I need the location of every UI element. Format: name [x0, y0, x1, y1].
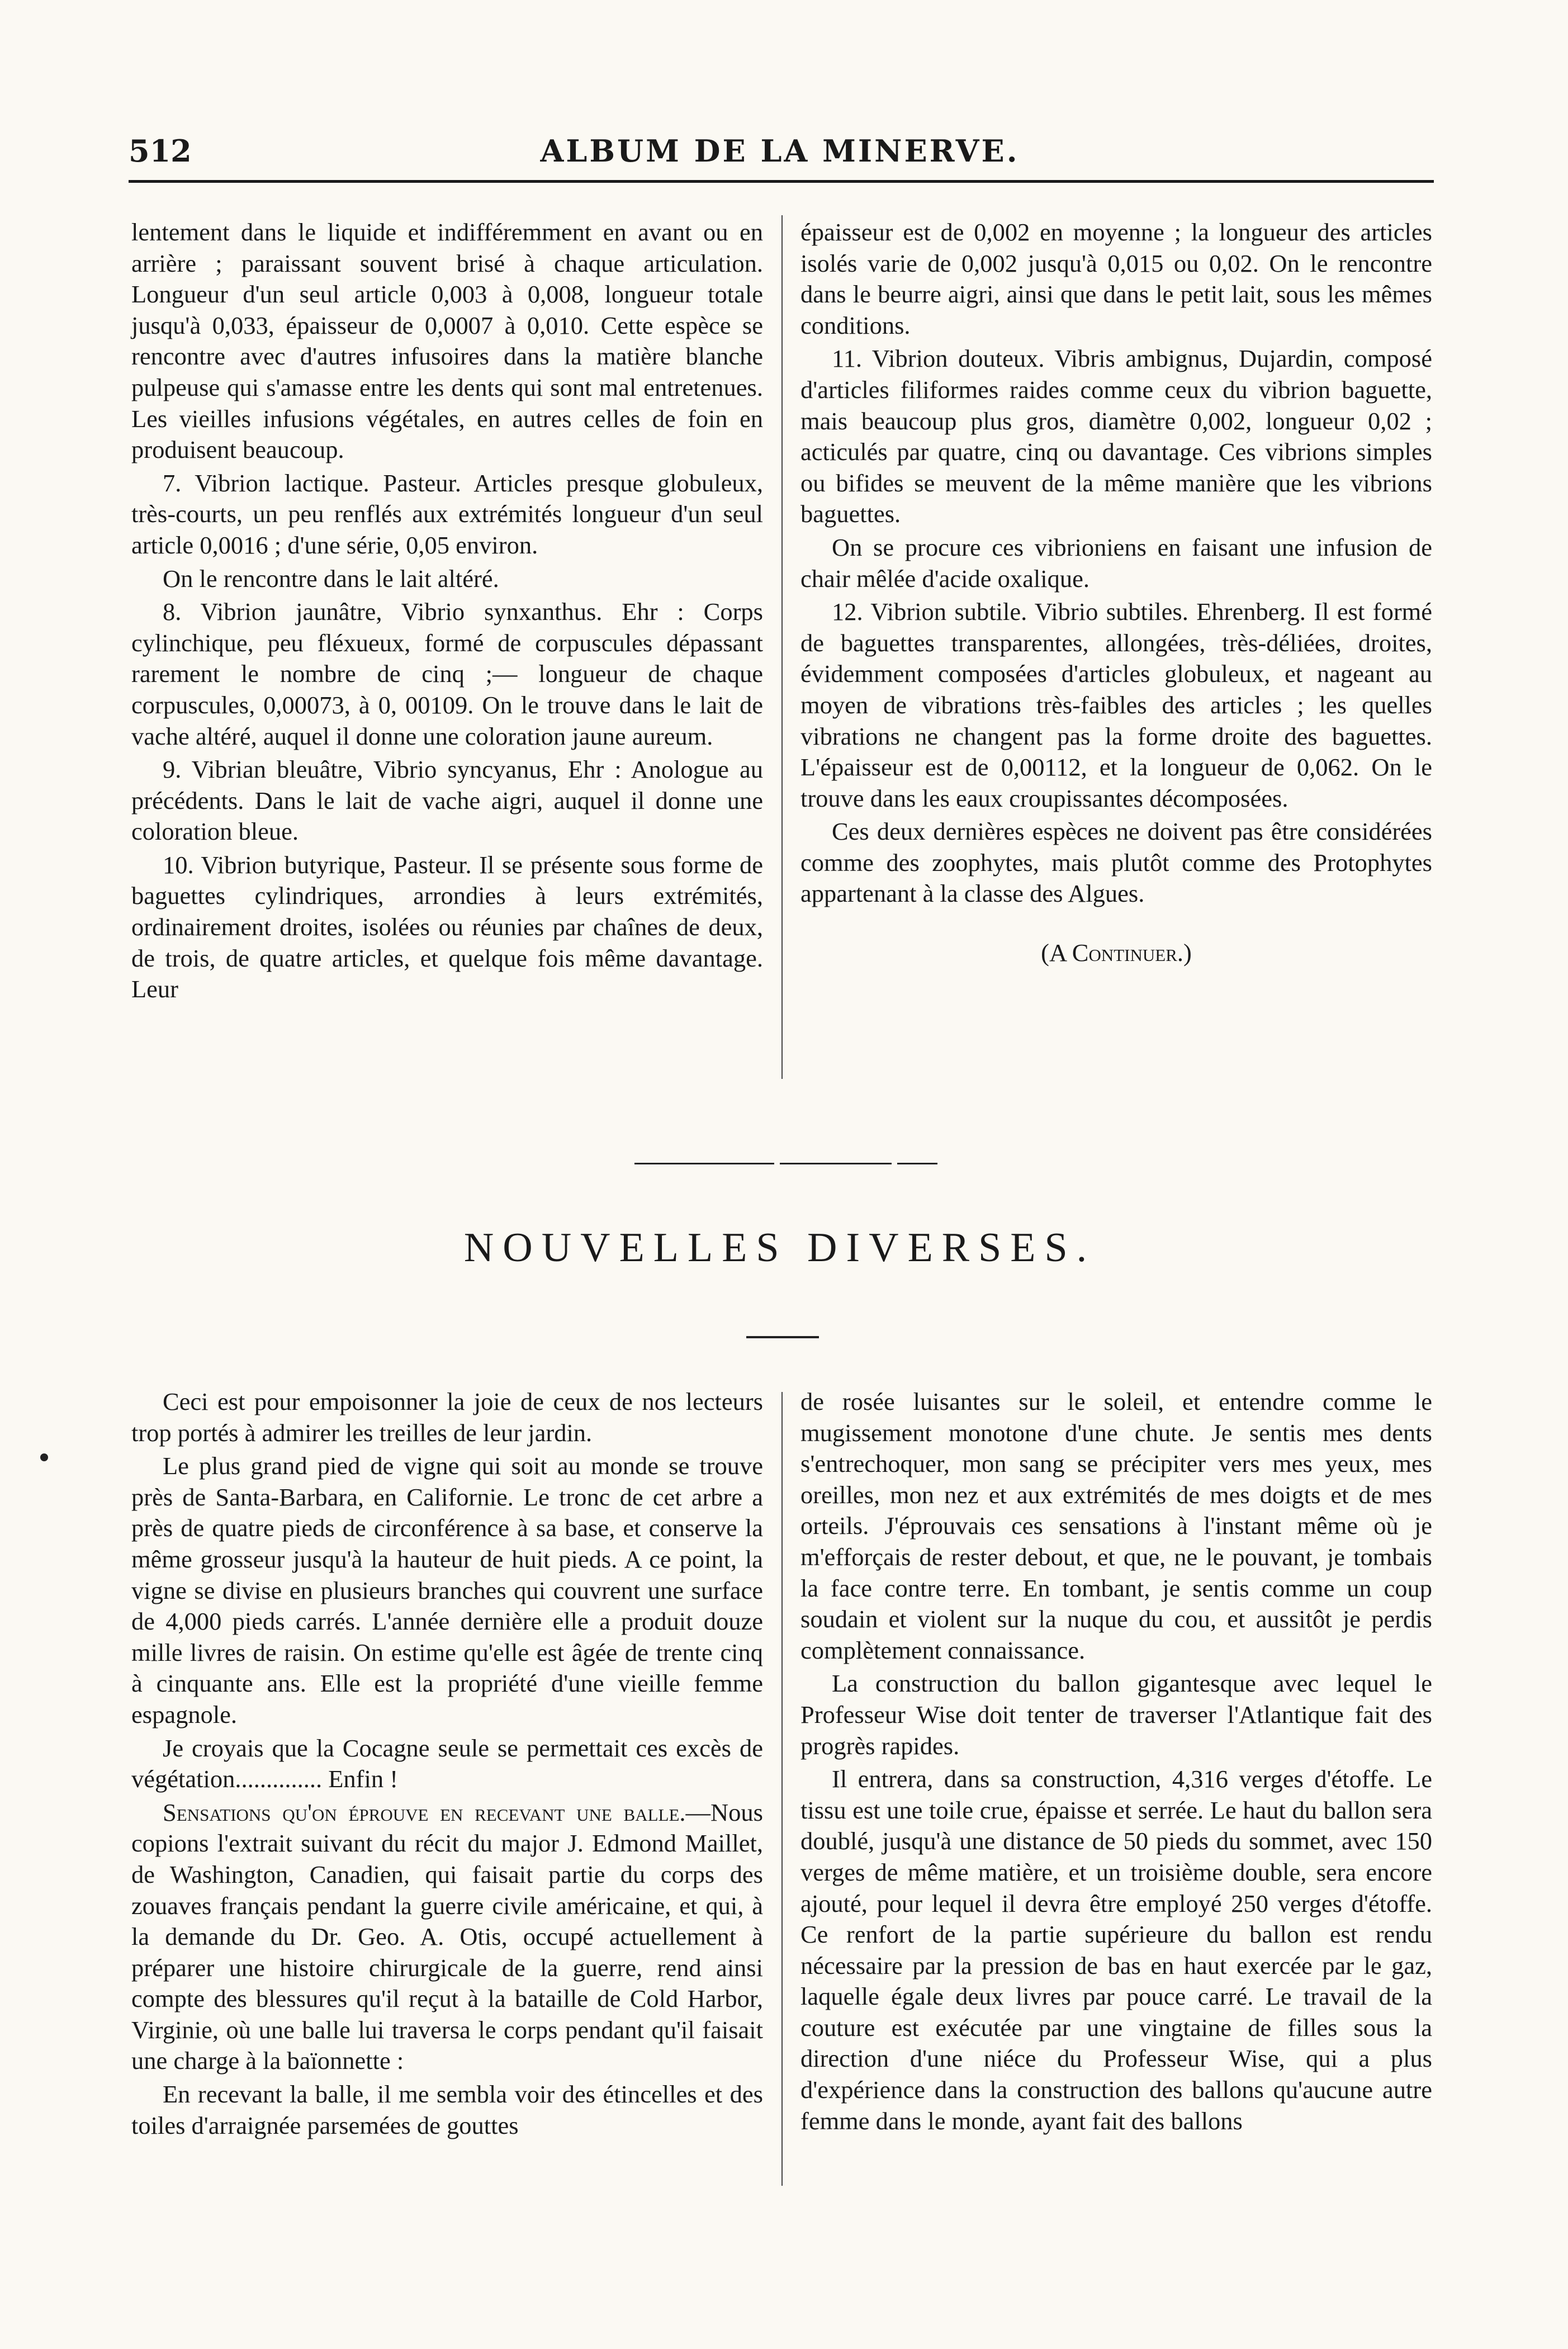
- page-number: 512: [129, 133, 192, 169]
- paragraph: 12. Vibrion subtile. Vibrio subtiles. Ehrenberg. Il est formé de baguettes transparentes, allongées, très-déliées, droites, évidemment composées d'articles globuleux, et nageant au moyen de vibrations très-faibles des articles ; les quelles vibrations ne changent pas la forme droite des baguettes. L'épaisseur est de 0,00112, et la longueur de 0,062. On le trouve dans les eaux croupissantes décomposées.: [800, 598, 1432, 812]
- sensations-heading: Sensations qu'on éprouve en recevant une balle.: [163, 1798, 686, 1826]
- separator-rule: [897, 1163, 937, 1164]
- paragraph: Ceci est pour empoisonner la joie de ceux de nos lecteurs trop portés à admirer les treilles de leur jardin.: [131, 1387, 763, 1447]
- separator-rule: [634, 1163, 774, 1164]
- paragraph: 8. Vibrion jaunâtre, Vibrio synxanthus. Ehr : Corps cylinchique, peu fléxueux, formé de corpuscules dépassant rarement le nombre de cinq ;— longueur de chaque corpuscules, 0,00073, à 0, 00109. On le trouve dans le lait de vache altéré, auquel il donne une coloration jaune aureum.: [131, 598, 763, 750]
- paragraph: Le plus grand pied de vigne qui soit au monde se trouve près de Santa-Barbara, en Californie. Le tronc de cet arbre a près de quatre pieds de circonférence à sa base, et conserve la même grosseur jusqu'à la hauteur de huit pieds. A ce point, la vigne se divise en plusieurs branches qui couvrent une surface de 4,000 pieds carrés. L'année dernière elle a produit douze mille livres de raisin. On estime qu'elle est âgée de trente cinq à cinquante ans. Elle est la propriété d'une vieille femme espagnole.: [131, 1452, 763, 1728]
- margin-mark: [40, 1453, 48, 1461]
- article2-left-column: [131, 1386, 763, 2141]
- separator-rule: [780, 1163, 892, 1164]
- column-divider: [781, 215, 783, 1079]
- paragraph: On le rencontre dans le lait altéré.: [163, 564, 499, 593]
- column-divider: [781, 1392, 783, 2186]
- header-rule: [129, 180, 1434, 183]
- article2-right-column: [800, 1386, 1432, 2137]
- paragraph: 9. Vibrian bleuâtre, Vibrio syncyanus, Ehr : Anologue au précédents. Dans le lait de vache aigri, auquel il donne une coloration bleue.: [131, 755, 763, 846]
- paragraph: La construction du ballon gigantesque avec lequel le Professeur Wise doit tenter de traverser l'Atlantique fait des progrès rapides.: [800, 1669, 1432, 1760]
- sensations-body: —Nous copions l'extrait suivant du récit du major J. Edmond Maillet, de Washington, Canadien, qui faisait partie du corps des zouaves français pendant la guerre civile américaine, et qui, à la demande du Dr. Geo. A. Otis, occupé actuellement à préparer une histoire chirurgicale de la guerre, rend ainsi compte des blessures qu'il reçut à la bataille de Cold Harbor, Virginie, où une balle lui traversa le corps pendant qu'il faisait une charge à la baïonnette :: [131, 1798, 763, 2075]
- paragraph: Ces deux dernières espèces ne doivent pas être considérées comme des zoophytes, mais plutôt comme des Protophytes appartenant à la classe des Algues.: [800, 817, 1432, 908]
- paragraph: 7. Vibrion lactique. Pasteur. Articles presque globuleux, très-courts, un peu renflés aux extrémités longueur d'un seul article 0,0016 ; d'une série, 0,05 environ.: [131, 468, 763, 559]
- title-underline: [746, 1336, 819, 1338]
- paragraph: épaisseur est de 0,002 en moyenne ; la longueur des articles isolés varie de 0,002 jusqu'à 0,015 ou 0,02. On le rencontre dans le beurre aigri, ainsi que dans le petit lait, sous les mêmes conditions.: [800, 218, 1432, 339]
- article1-left-column: [131, 217, 763, 1005]
- paragraph: 10. Vibrion butyrique, Pasteur. Il se présente sous forme de baguettes cylindriques, arrondies à leurs extrémités, ordinairement droites, isolées ou réunies par chaînes de deux, de trois, de quatre articles, et quelque fois même davantage. Leur: [131, 850, 763, 1003]
- paragraph: En recevant la balle, il me sembla voir des étincelles et des toiles d'arraignée parsemées de gouttes: [131, 2080, 763, 2139]
- continued-note: (A Continuer.): [1041, 939, 1192, 967]
- paragraph: On se procure ces vibrioniens en faisant une infusion de chair mêlée d'acide oxalique.: [800, 533, 1432, 593]
- paragraph: [131, 1797, 763, 2077]
- paragraph: Je croyais que la Cocagne seule se permettait ces excès de végétation.............. Enfin !: [131, 1734, 763, 1793]
- paragraph: de rosée luisantes sur le soleil, et entendre comme le mugissement monotone d'une chute. Je sentis mes dents s'entrechoquer, mon sang se précipiter vers mes yeux, mes oreilles, mon nez et aux extrémités de mes doigts et de mes orteils. J'éprouvais ces sensations à l'instant même où je m'efforçais de rester debout, et que, ne le pouvant, je tombais la face contre terre. En tombant, je sentis comme un coup soudain et violent sur la nuque du cou, et aussitôt je perdis complètement connaissance.: [800, 1387, 1432, 1664]
- paragraph: lentement dans le liquide et indifféremment en avant ou en arrière ; paraissant souvent brisé à chaque articulation. Longueur d'un seul article 0,003 à 0,008, longueur totale jusqu'à 0,033, épaisseur de 0,0007 à 0,010. Cette espèce se rencontre avec d'autres infusoires dans la matière blanche pulpeuse qui s'amasse entre les dents qui sont mal entretenues. Les vieilles infusions végétales, en autres celles de foin en produisent beaucoup.: [131, 218, 763, 464]
- running-title: ALBUM DE LA MINERVE.: [540, 133, 1020, 169]
- paragraph: 11. Vibrion douteux. Vibris ambignus, Dujardin, composé d'articles filiformes raides comme ceux du vibrion baguette, mais beaucoup plus gros, diamètre 0,002, longueur 0,02 ; acticulés par quatre, cinq ou davantage. Ces vibrions simples ou bifides se meuvent de la même manière que les vibrions baguettes.: [800, 344, 1432, 528]
- section-title: NOUVELLES DIVERSES.: [463, 1225, 1096, 1271]
- paragraph: Il entrera, dans sa construction, 4,316 verges d'étoffe. Le tissu est une toile crue, épaisse et serrée. Le haut du ballon sera doublé, jusqu'à une distance de 50 pieds du sommet, avec 150 verges de même matière, et un troisième double, sera encore ajouté, pour lequel il devra être employé 250 verges d'étoffe. Ce renfort de la partie supérieure du ballon est rendu nécessaire par la pression de bas en haut exercée par le gaz, laquelle égale deux livres par pouce carré. Le travail de la couture est exécutée par une vingtaine de filles sous la direction d'une niéce du Professeur Wise, qui a plus d'expérience dans la construction des ballons qu'aucune autre femme dans le monde, ayant fait des ballons: [800, 1765, 1432, 2135]
- article1-right-column: [800, 217, 1432, 969]
- page-header: [129, 133, 1431, 178]
